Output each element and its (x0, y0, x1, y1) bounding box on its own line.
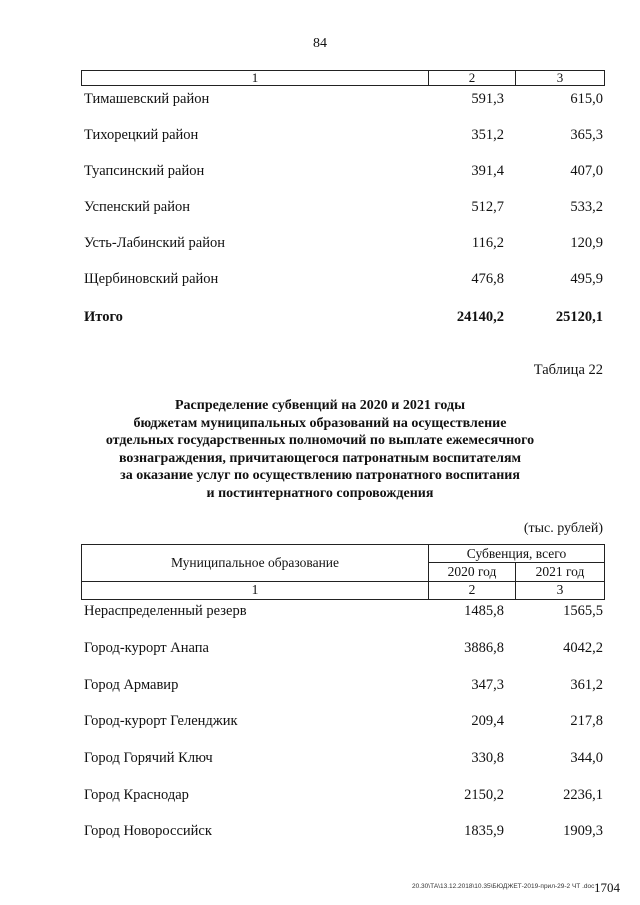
table2-header (81, 544, 605, 600)
row-value-2020: 347,3 (471, 677, 504, 693)
row-value-2020: 351,2 (471, 127, 504, 143)
row-name: Тихорецкий район (84, 127, 199, 143)
row-name: Усть-Лабинский район (84, 235, 225, 251)
row-value-2020: 1485,8 (464, 603, 504, 619)
row-value-2021: 361,2 (570, 677, 603, 693)
table2-row (0, 713, 640, 733)
row-name: Город Армавир (84, 677, 179, 693)
table-label: Таблица 22 (533, 362, 603, 378)
row-value-2020: 476,8 (471, 271, 504, 287)
row-value-2020: 330,8 (471, 750, 504, 766)
table-title-line: и постинтернатного сопровождения (206, 485, 434, 501)
table-title-line: Распределение субвенций на 2020 и 2021 годы (175, 398, 465, 413)
row-value-2021: 533,2 (570, 199, 603, 215)
row-name: Щербиновский район (84, 271, 219, 287)
header-year-2020: 2020 год (429, 563, 516, 582)
row-value-2021: 407,0 (570, 163, 603, 179)
header-subvention-total: Субвенция, всего (429, 545, 604, 563)
row-value-2020: 1835,9 (464, 823, 504, 839)
row-value-2021: 217,8 (570, 713, 603, 729)
page-number: 84 (313, 36, 327, 51)
header-col-number-3: 3 (556, 582, 564, 597)
footer-file-note: 20.30\ТА\13.12.2018\10.35\БЮДЖЕТ-2019-прил-29-2 ЧТ .doc (412, 883, 595, 890)
stamp-number: 1704 (594, 880, 620, 895)
table2-row (0, 677, 640, 697)
table1-header-col1: 1 (82, 71, 429, 85)
row-value-2020: 591,3 (471, 91, 504, 107)
table1-row (0, 127, 640, 147)
table1-row (0, 199, 640, 219)
table2-row (0, 750, 640, 770)
table-title-line: вознаграждения, причитающегося патронатным воспитателям (118, 450, 522, 466)
table1-header-col3: 3 (556, 70, 564, 85)
table1-row (0, 235, 640, 255)
table2-row (0, 640, 640, 660)
row-name: Город-курорт Анапа (84, 640, 209, 656)
row-value-2020: 391,4 (471, 163, 504, 179)
table1-header (81, 70, 605, 86)
table2-row (0, 787, 640, 807)
total-value-2021: 25120,1 (555, 309, 603, 325)
row-name: Город Новороссийск (84, 823, 212, 839)
table2-row (0, 603, 640, 623)
row-value-2020: 2150,2 (464, 787, 504, 803)
total-value-2020: 24140,2 (456, 309, 504, 325)
table-title-line: за оказание услуг по осуществлению патронатного воспитания (120, 468, 520, 484)
table2-row (0, 823, 640, 843)
row-name: Тимашевский район (84, 91, 210, 107)
row-name: Город-курорт Геленджик (84, 713, 238, 729)
row-value-2020: 512,7 (471, 199, 504, 215)
row-value-2021: 120,9 (570, 235, 603, 251)
row-value-2020: 3886,8 (464, 640, 504, 656)
total-label: Итого (84, 309, 123, 325)
row-value-2021: 495,9 (570, 271, 603, 287)
row-name: Город Горячий Ключ (84, 750, 213, 766)
row-value-2021: 4042,2 (563, 640, 603, 656)
units-note: (тыс. рублей) (523, 521, 603, 536)
row-value-2021: 2236,1 (563, 787, 603, 803)
row-value-2021: 1909,3 (563, 823, 603, 839)
table1-total-row (0, 309, 640, 329)
table1-row (0, 163, 640, 183)
header-municipality: Муниципальное образование (82, 545, 429, 582)
table-title-line: бюджетам муниципальных образований на осуществление (133, 415, 507, 431)
row-name: Нераспределенный резерв (84, 603, 247, 619)
table1-header-col2: 2 (429, 71, 516, 85)
header-col-number-1: 1 (82, 582, 429, 599)
table1-row (0, 271, 640, 291)
table-title (90, 397, 550, 503)
row-name: Туапсинский район (84, 163, 205, 179)
header-col-number-2: 2 (429, 582, 516, 599)
row-value-2021: 344,0 (570, 750, 603, 766)
row-value-2021: 1565,5 (563, 603, 603, 619)
row-value-2021: 365,3 (570, 127, 603, 143)
row-value-2020: 209,4 (471, 713, 504, 729)
table1-row (0, 91, 640, 111)
row-value-2021: 615,0 (570, 91, 603, 107)
header-year-2021: 2021 год (516, 563, 604, 582)
table-title-line: отдельных государственных полномочий по выплате ежемесячного (105, 433, 535, 449)
row-name: Успенский район (84, 199, 190, 215)
row-value-2020: 116,2 (471, 235, 504, 251)
row-name: Город Краснодар (84, 787, 189, 803)
